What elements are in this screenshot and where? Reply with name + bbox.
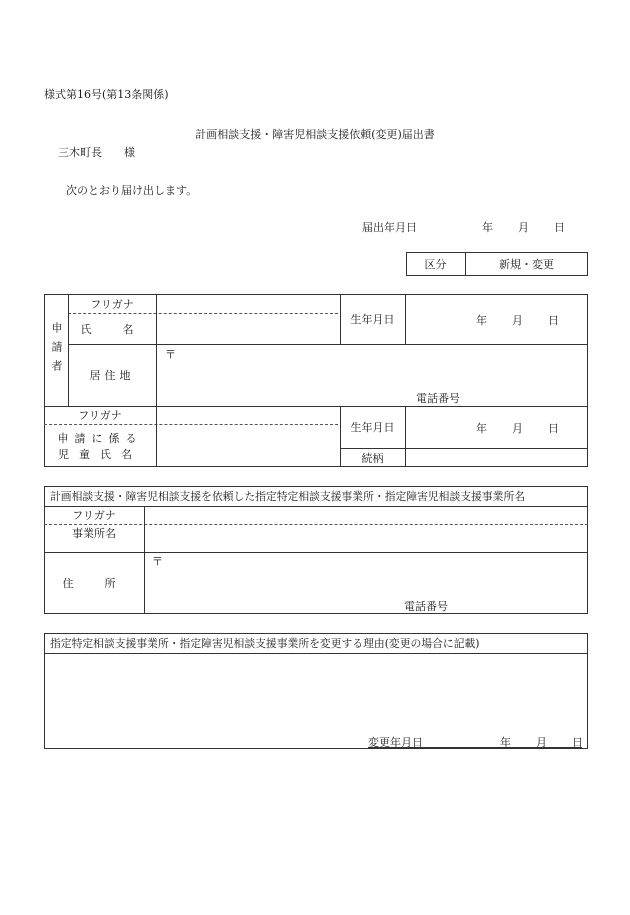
provider-furigana-label: フリガナ [72,509,116,522]
provider-office-name-field[interactable] [145,525,587,551]
child-name-field[interactable] [157,425,339,466]
applicant-phone-label: 電話番号 [416,392,460,405]
form-number: 様式第16号(第13条関係) [44,88,169,101]
applicant-birth-month: 月 [512,314,523,327]
applicant-furigana-label: フリガナ [90,297,134,311]
provider-furigana-field[interactable] [145,507,587,523]
child-birth-month: 月 [512,422,523,435]
addressee: 三木町長 様 [58,146,135,159]
provider-postal-mark: 〒 [152,555,163,568]
form-title: 計画相談支援・障害児相談支援依頼(変更)届出書 [195,128,435,141]
intro-text: 次のとおり届け出します。 [66,184,198,197]
notification-day: 日 [554,221,565,234]
child-name-label: 申請に係る 児童氏名 [57,431,143,461]
applicant-birth-year: 年 [476,314,487,327]
notification-date-label: 届出年月日 [362,221,417,234]
change-date-year: 年 [500,736,511,749]
change-reason-header: 指定特定相談支援事業所・指定障害児相談支援事業所を変更する理由(変更の場合に記載) [50,637,480,650]
provider-header: 計画相談支援・障害児相談支援を依頼した指定特定相談支援事業所・指定障害児相談支援事業所名 [50,490,526,503]
child-furigana-label: フリガナ [78,409,122,422]
change-date-underline [368,747,582,748]
child-birth-year: 年 [476,422,487,435]
child-birth-date-label: 生年月日 [350,421,395,434]
applicant-section-label: 申請者 [50,321,63,379]
notification-month: 月 [518,221,529,234]
change-date-month: 月 [536,736,547,749]
applicant-address-label: 居住地 [89,369,135,382]
change-date-day: 日 [572,736,583,749]
provider-address-label: 住 所 [62,577,126,590]
change-date-label: 変更年月日 [368,736,423,749]
child-relationship-label: 続柄 [361,451,384,465]
provider-office-name-label: 事業所名 [72,527,116,540]
category-label: 区分 [424,258,447,271]
applicant-name-label: 氏 名 [80,322,144,336]
applicant-birth-date-label: 生年月日 [350,313,395,326]
applicant-name-field[interactable] [157,314,339,343]
change-reason-field[interactable] [45,654,587,732]
applicant-birth-day: 日 [548,314,559,327]
child-furigana-field[interactable] [157,407,339,423]
applicant-postal-mark: 〒 [165,348,176,361]
applicant-furigana-field[interactable] [157,295,339,312]
child-relationship-field[interactable] [406,449,587,466]
notification-year: 年 [482,221,493,234]
provider-phone-label: 電話番号 [404,600,448,613]
child-birth-day: 日 [548,422,559,435]
category-value[interactable]: 新規・変更 [499,258,554,271]
